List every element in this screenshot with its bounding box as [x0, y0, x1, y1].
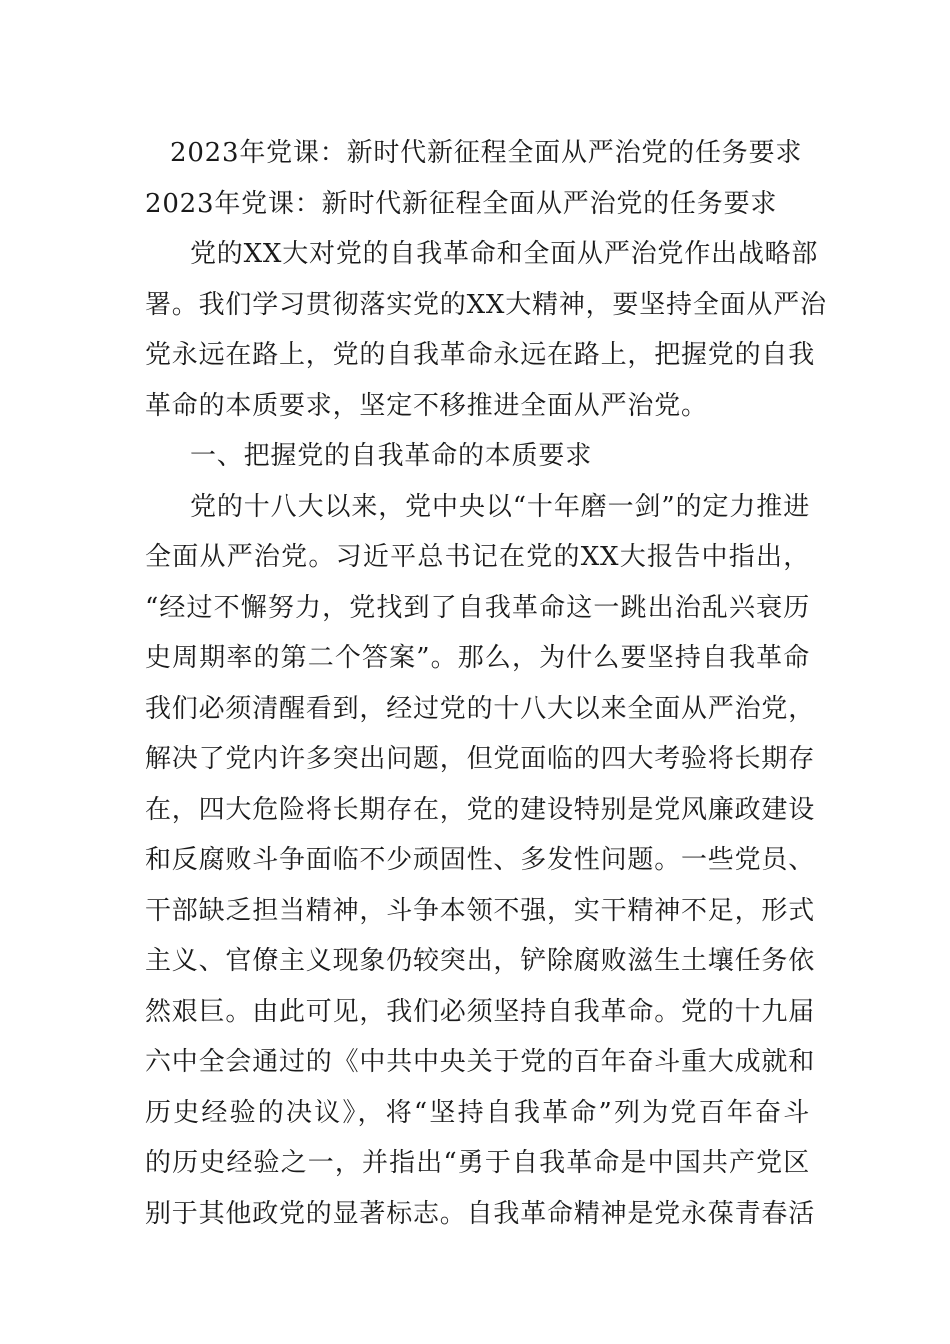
paragraph-line: 的历史经验之一，并指出“勇于自我革命是中国共产党区 — [145, 1148, 810, 1178]
paragraph-line: 党的十八大以来，党中央以“十年磨一剑”的定力推进 — [190, 491, 810, 522]
paragraph-line: 和反腐败斗争面临不少顽固性、多发性问题。一些党员、 — [145, 845, 816, 875]
paragraph-line: 解决了党内许多突出问题，但党面临的四大考验将长期存 — [145, 744, 816, 774]
paragraph-line: 在，四大危险将长期存在，党的建设特别是党风廉政建设 — [145, 794, 816, 825]
paragraph-line: 干部缺乏担当精神，斗争本领不强，实干精神不足，形式 — [145, 895, 816, 926]
document-title: 2023年党课：新时代新征程全面从严治党的任务要求 — [170, 138, 803, 168]
paragraph-line: 主义、官僚主义现象仍较突出，铲除腐败滋生土壤任务依 — [145, 946, 816, 976]
paragraph-line: 然艰巨。由此可见，我们必须坚持自我革命。党的十九届 — [145, 996, 816, 1027]
paragraph-line: “经过不懈努力，党找到了自我革命这一跳出治乱兴衰历 — [145, 592, 810, 623]
paragraph-line: 革命的本质要求，坚定不移推进全面从严治党。 — [145, 390, 708, 421]
paragraph-line: 历史经验的决议》，将“坚持自我革命”列为党百年奋斗 — [145, 1097, 810, 1128]
paragraph-line: 署。我们学习贯彻落实党的XX大精神，要坚持全面从严治 — [145, 289, 827, 320]
section-heading: 一、把握党的自我革命的本质要求 — [190, 441, 593, 471]
paragraph-line: 全面从严治党。习近平总书记在党的XX大报告中指出， — [145, 542, 810, 572]
paragraph-line: 六中全会通过的《中共中央关于党的百年奋斗重大成就和 — [145, 1047, 816, 1077]
paragraph-line: 史周期率的第二个答案”。那么，为什么要坚持自我革命 — [145, 643, 810, 673]
paragraph-line: 我们必须清醒看到，经过党的十八大以来全面从严治党， — [145, 693, 816, 724]
paragraph-body — [145, 482, 816, 1240]
paragraph-line: 党永远在路上，党的自我革命永远在路上，把握党的自我 — [145, 340, 816, 370]
document-title-repeat: 2023年党课：新时代新征程全面从严治党的任务要求 — [145, 188, 778, 219]
paragraph-line: 党的XX大对党的自我革命和全面从严治党作出战略部 — [190, 239, 819, 269]
paragraph-line: 别于其他政党的显著标志。自我革命精神是党永葆青春活 — [145, 1198, 816, 1229]
paragraph-intro — [145, 229, 827, 431]
document-body — [145, 128, 827, 1239]
